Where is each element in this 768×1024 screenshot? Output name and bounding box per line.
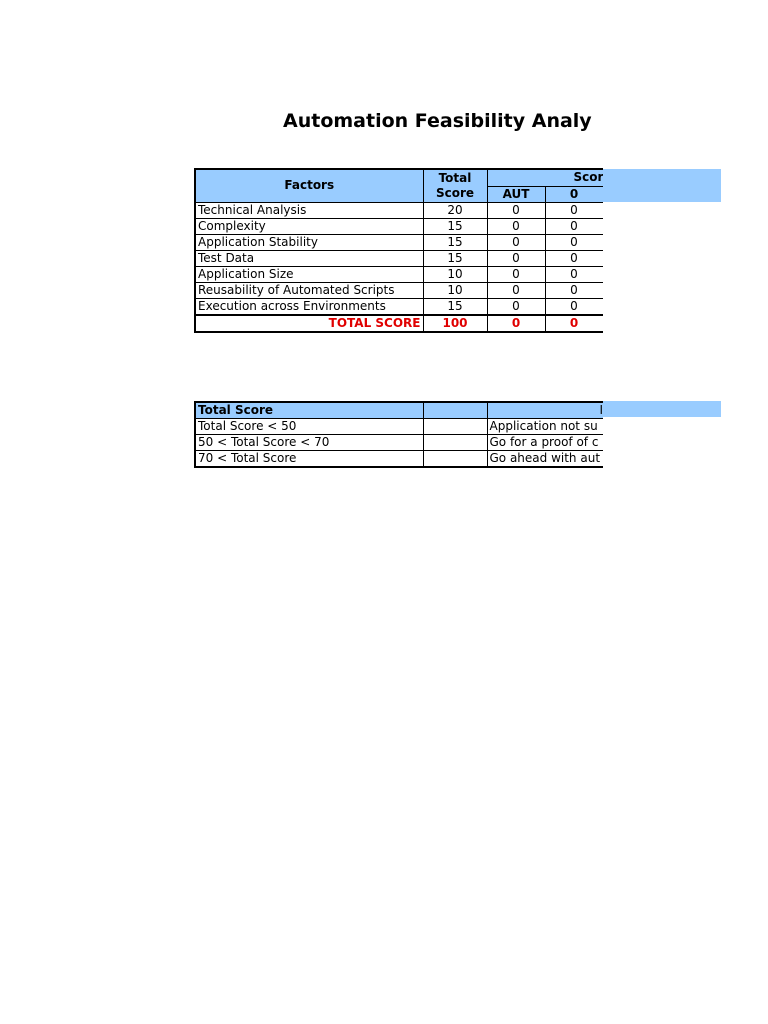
total-cell: 20 [423, 202, 487, 218]
aut-cell: 0 [487, 250, 545, 266]
header-total-score [423, 169, 487, 202]
table-row [195, 266, 603, 282]
header-band-extension [603, 169, 721, 202]
header-factors: Factors [195, 169, 423, 202]
recommendation-cell: Go ahead with aut [487, 451, 603, 468]
guidance-table-viewport [194, 401, 603, 471]
page-title: Automation Feasibility Analy [283, 110, 592, 132]
guidance-header-band-extension [603, 401, 721, 417]
total-cell: 15 [423, 298, 487, 315]
range-cell: Total Score < 50 [195, 419, 423, 435]
factor-cell: Execution across Environments [195, 298, 423, 315]
table-row [195, 234, 603, 250]
mid-cell [423, 451, 487, 468]
mid-cell [423, 435, 487, 451]
total-cell: 15 [423, 250, 487, 266]
col2-cell: 0 [545, 266, 603, 282]
table-row [195, 282, 603, 298]
aut-cell: 0 [487, 298, 545, 315]
total-cell: 15 [423, 218, 487, 234]
total-cell: 10 [423, 282, 487, 298]
aut-cell: 0 [487, 218, 545, 234]
table-row [195, 451, 603, 468]
col2-cell: 0 [545, 218, 603, 234]
aut-cell: 0 [487, 266, 545, 282]
aut-cell: 0 [487, 282, 545, 298]
range-cell: 50 < Total Score < 70 [195, 435, 423, 451]
factor-cell: Technical Analysis [195, 202, 423, 218]
total-score-total: 100 [423, 315, 487, 332]
aut-cell: 0 [487, 234, 545, 250]
total-cell: 10 [423, 266, 487, 282]
factor-cell: Application Size [195, 266, 423, 282]
guidance-table [194, 401, 603, 468]
recommendation-cell: Application not su [487, 419, 603, 435]
total-score-col2: 0 [545, 315, 603, 332]
total-score-label: TOTAL SCORE [195, 315, 423, 332]
factor-cell: Complexity [195, 218, 423, 234]
col2-cell: 0 [545, 202, 603, 218]
total-score-aut: 0 [487, 315, 545, 332]
factor-cell: Application Stability [195, 234, 423, 250]
total-row [195, 315, 603, 332]
table-row [195, 419, 603, 435]
guidance-header-right [487, 402, 603, 419]
table-row [195, 298, 603, 315]
feasibility-table-viewport [194, 168, 603, 338]
table-row [195, 250, 603, 266]
guidance-header-total-score: Total Score [195, 402, 423, 419]
col2-cell: 0 [545, 250, 603, 266]
mid-cell [423, 419, 487, 435]
header-col2: 0 [545, 186, 603, 202]
table-row [195, 218, 603, 234]
factor-cell: Reusability of Automated Scripts [195, 282, 423, 298]
guidance-header-right-label: I [599, 403, 603, 417]
header-aut: AUT [487, 186, 545, 202]
guidance-header-mid [423, 402, 487, 419]
recommendation-cell: Go for a proof of c [487, 435, 603, 451]
aut-cell: 0 [487, 202, 545, 218]
header-score-group [487, 169, 603, 186]
header-score-group-label: Scor [573, 170, 603, 185]
table-row [195, 435, 603, 451]
total-cell: 15 [423, 234, 487, 250]
header-total-score-line2: Score [435, 185, 475, 200]
col2-cell: 0 [545, 282, 603, 298]
header-total-score-line1: Total [438, 170, 472, 185]
factor-cell: Test Data [195, 250, 423, 266]
range-cell: 70 < Total Score [195, 451, 423, 468]
feasibility-table [194, 168, 603, 333]
col2-cell: 0 [545, 298, 603, 315]
table-row [195, 202, 603, 218]
col2-cell: 0 [545, 234, 603, 250]
